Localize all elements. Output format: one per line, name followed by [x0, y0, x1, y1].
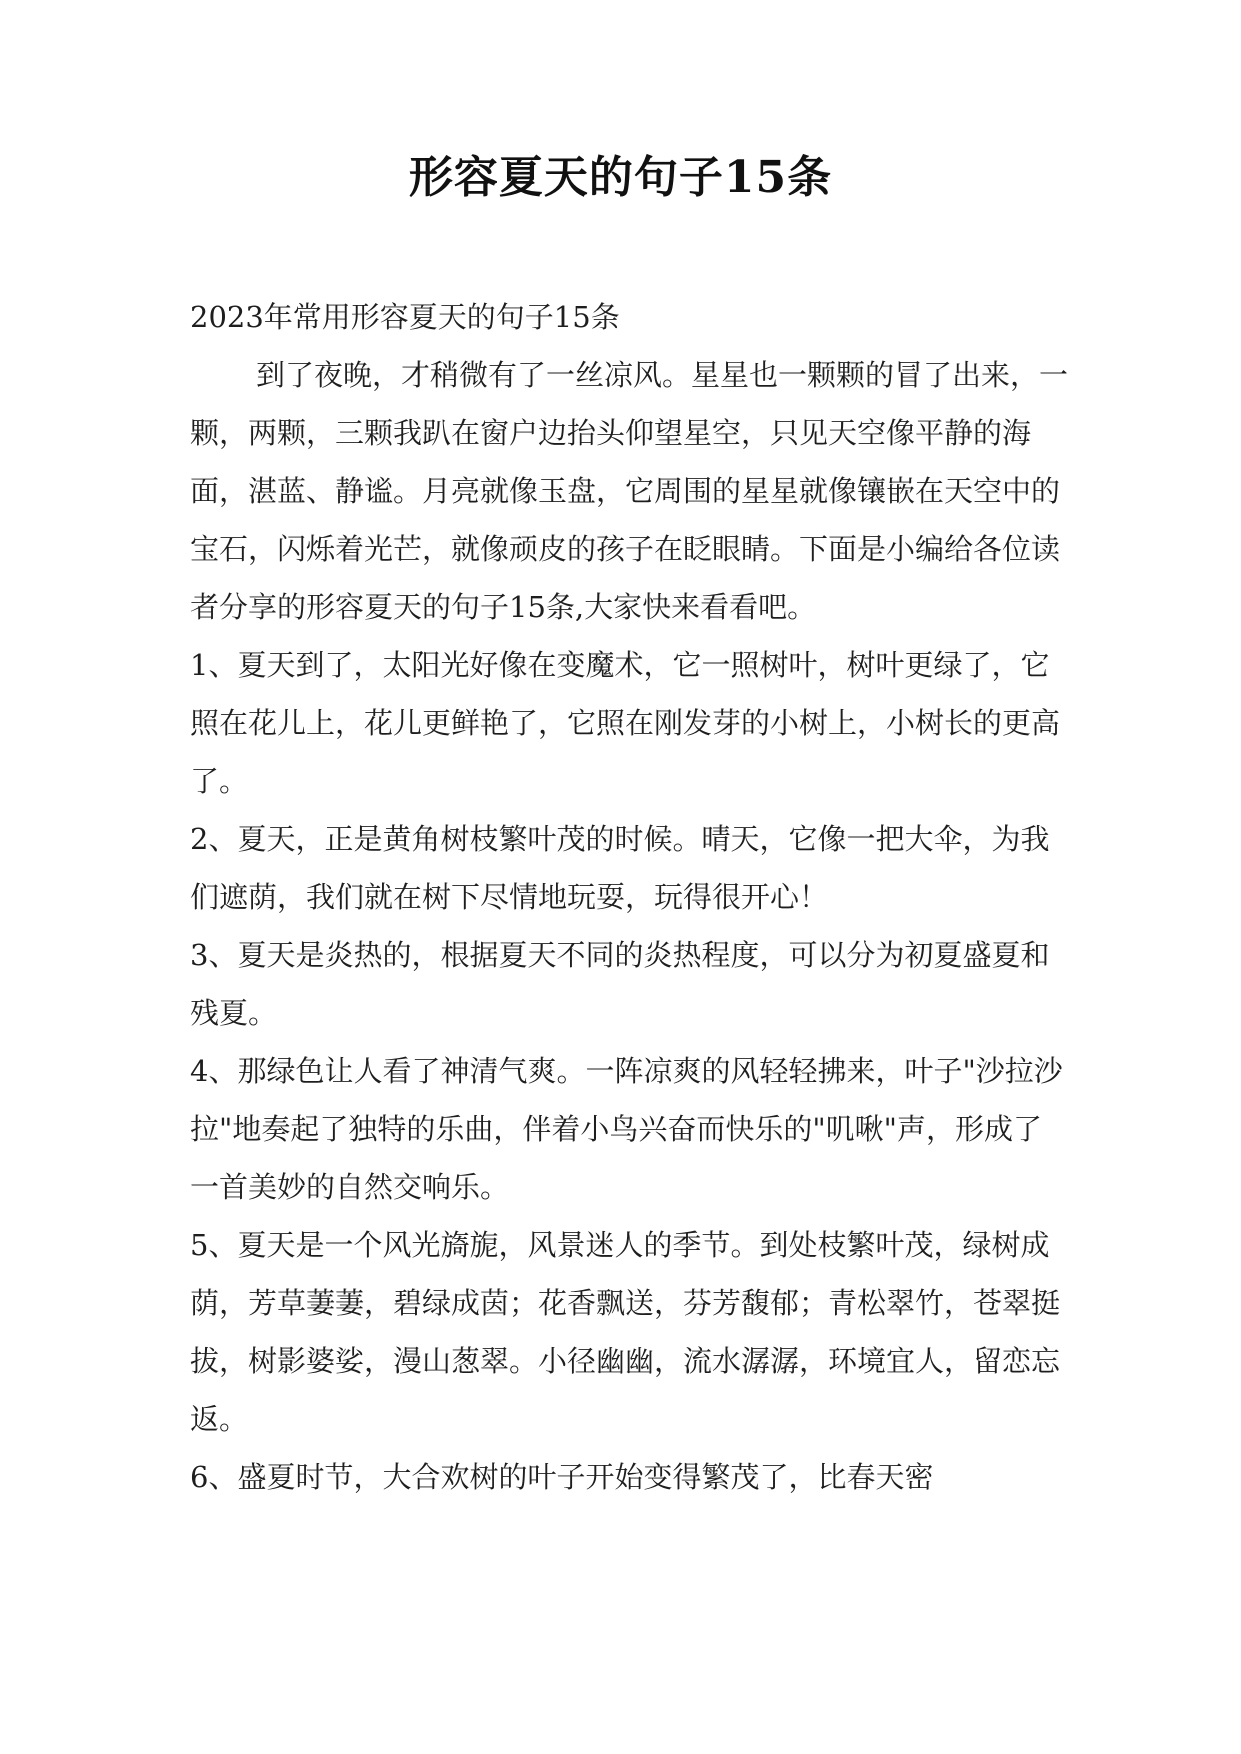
document-title: 形容夏天的句子15条 [408, 152, 833, 203]
document-subtitle: 2023年常用形容夏天的句子15条 [190, 300, 620, 334]
list-item: 1、夏天到了，太阳光好像在变魔术，它一照树叶，树叶更绿了，它照在花儿上，花儿更鲜艳了，它照在刚发芽的小树上，小树长的更高了。 [190, 648, 1061, 798]
list-item: 6、盛夏时节，大合欢树的叶子开始变得繁茂了，比春天密 [190, 1460, 934, 1494]
intro-paragraph: 到了夜晚，才稍微有了一丝凉风。星星也一颗颗的冒了出来，一颗，两颗，三颗我趴在窗户边抬头仰望星空，只见天空像平静的海面，湛蓝、静谧。月亮就像玉盘，它周围的星星就像镶嵌在天空中的宝石，闪烁着光芒，就像顽皮的孩子在眨眼睛。下面是小编给各位读者分享的形容夏天的句子15条,大家快来看看吧。 [190, 358, 1069, 624]
list-item: 5、夏天是一个风光旖旎，风景迷人的季节。到处枝繁叶茂，绿树成荫，芳草萋萋，碧绿成茵；花香飘送，芬芳馥郁；青松翠竹，苍翠挺拔，树影婆娑，漫山葱翠。小径幽幽，流水潺潺，环境宜人，留恋忘返。 [190, 1228, 1061, 1436]
list-item: 4、那绿色让人看了神清气爽。一阵凉爽的风轻轻拂来，叶子"沙拉沙拉"地奏起了独特的乐曲，伴着小鸟兴奋而快乐的"叽啾"声，形成了一首美妙的自然交响乐。 [190, 1054, 1063, 1204]
document-body [190, 288, 1070, 1506]
list-item: 3、夏天是炎热的，根据夏天不同的炎热程度，可以分为初夏盛夏和残夏。 [190, 938, 1050, 1030]
list-item: 2、夏天，正是黄角树枝繁叶茂的时候。晴天，它像一把大伞，为我们遮荫，我们就在树下尽情地玩耍，玩得很开心！ [190, 822, 1050, 914]
